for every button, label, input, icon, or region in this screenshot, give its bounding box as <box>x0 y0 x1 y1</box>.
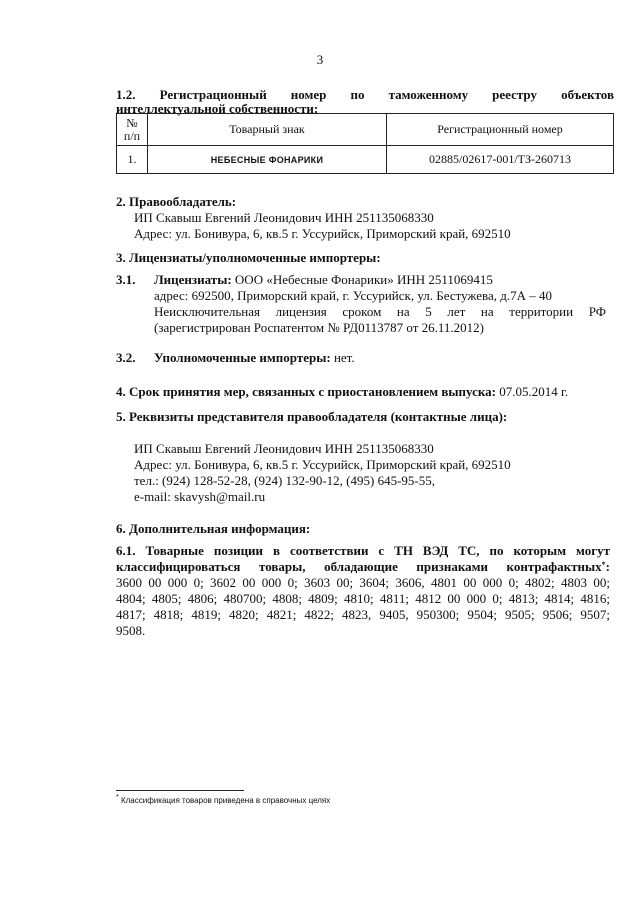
section-3-2-number: 3.2. <box>116 350 136 365</box>
license-term: Неисключительная лицензия сроком на 5 лет на территории РФ <box>154 304 606 319</box>
section-5-heading: 5. Реквизиты представителя правообладателя (контактные лица): <box>116 409 508 424</box>
col-header-number: № п/п <box>117 114 148 146</box>
section-1-2-title-line2: интеллектуальной собственности: <box>116 101 319 116</box>
licensee-line <box>154 271 493 288</box>
table-row <box>117 146 614 174</box>
codes-line1: 3600 00 000 0; 3602 00 000 0; 3603 00; 3604; 3606, 4801 00 000 0; 4802; 4803 00; <box>116 575 610 590</box>
licensee-label: Лицензиаты: <box>154 272 232 287</box>
registration-table <box>116 113 614 174</box>
licensee-address: адрес: 692500, Приморский край, г. Уссурийск, ул. Бестужева, д.7А – 40 <box>154 288 553 303</box>
section-6-1-line2 <box>116 558 610 575</box>
section-2-heading: 2. Правообладатель: <box>116 194 237 209</box>
licensee-name: ООО «Небесные Фонарики» ИНН 2511069415 <box>234 272 493 287</box>
section-3-heading: 3. Лицензиаты/уполномоченные импортеры: <box>116 250 381 265</box>
section-1-2-title-line1: Регистрационный номер по таможенному реестру объектов <box>159 87 615 102</box>
section-1-2-number: 1.2. <box>116 87 136 102</box>
importers-label: Уполномоченные импортеры: <box>154 350 331 365</box>
codes-line2: 4804; 4805; 4806; 480700; 4808; 4809; 4810; 4811; 4812 00 000 0; 4813; 4814; 4816; <box>116 591 610 606</box>
reg-number: 02885/02617-001/ТЗ-260713 <box>387 146 614 174</box>
trademark-name: НЕБЕСНЫЕ ФОНАРИКИ <box>210 155 324 165</box>
footnote-rule <box>116 790 244 791</box>
section-6-1-colon: : <box>605 559 610 574</box>
rightholder-name: ИП Скавыш Евгений Леонидович ИНН 251135068330 <box>134 210 434 225</box>
section-4-heading: 4. Срок принятия мер, связанных с приостановлением выпуска: <box>116 384 496 399</box>
representative-address: Адрес: ул. Бонивура, 6, кв.5 г. Уссурийск, Приморский край, 692510 <box>134 457 511 472</box>
table-header-row <box>117 114 614 146</box>
section-4-line <box>116 383 568 400</box>
col-header-reg-number: Регистрационный номер <box>387 114 614 146</box>
importers-value: нет. <box>333 350 355 365</box>
section-3-1-number: 3.1. <box>116 272 136 287</box>
col-header-trademark: Товарный знак <box>148 114 387 146</box>
footnote-marker: * <box>601 560 606 569</box>
page-number: 3 <box>316 52 324 67</box>
section-6-1-line1: 6.1. Товарные позиции в соответствии с ТН ВЭД ТС, по которым могут <box>116 543 610 558</box>
footnote-marker-bottom: * <box>116 794 119 801</box>
section-6-1-line2-text: классифицироваться товары, обладающие признаками контрафактных <box>116 559 602 574</box>
representative-name: ИП Скавыш Евгений Леонидович ИНН 251135068330 <box>134 441 434 456</box>
representative-email: e-mail: skavysh@mail.ru <box>134 489 266 504</box>
footnote-text: Классификация товаров приведена в справочных целях <box>120 796 331 805</box>
rightholder-address: Адрес: ул. Бонивура, 6, кв.5 г. Уссурийск, Приморский край, 692510 <box>134 226 511 241</box>
license-registration: (зарегистрирован Роспатентом № РД0113787 от 26.11.2012) <box>154 320 484 335</box>
measures-date: 07.05.2014 г. <box>499 384 569 399</box>
row-number: 1. <box>117 146 148 174</box>
footnote <box>116 796 330 805</box>
section-6-heading: 6. Дополнительная информация: <box>116 521 311 536</box>
codes-line4: 9508. <box>116 623 146 638</box>
codes-line3: 4817; 4818; 4819; 4820; 4821; 4822; 4823, 9405, 950300; 9504; 9505; 9506; 9507; <box>116 607 610 622</box>
importers-line <box>154 349 355 366</box>
representative-phones: тел.: (924) 128-52-28, (924) 132-90-12, (495) 645-95-55, <box>134 473 435 488</box>
